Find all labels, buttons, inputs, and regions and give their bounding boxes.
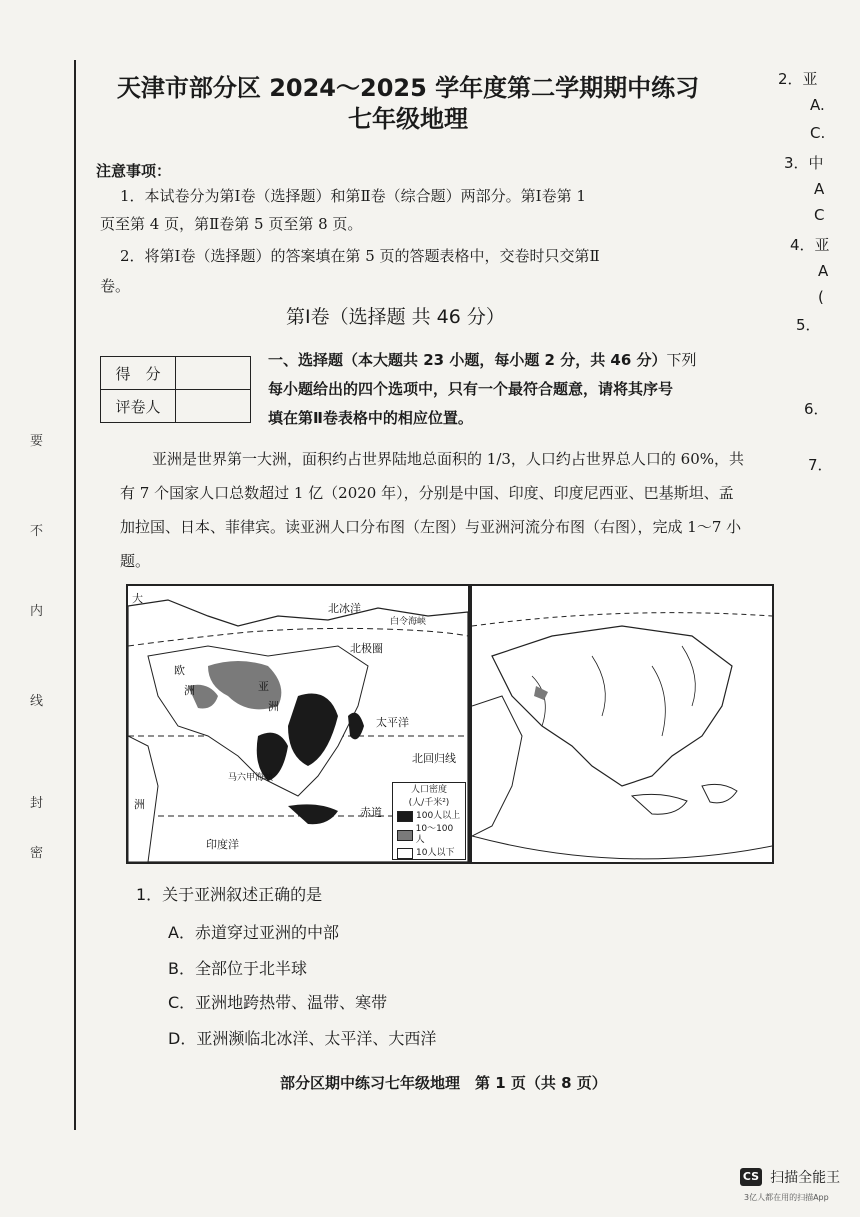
side-question: 7．: [808, 456, 833, 474]
side-question: 4．亚: [790, 236, 830, 254]
map-label: 印度洋: [206, 838, 239, 851]
legend-swatch: [397, 848, 413, 859]
map-label: 北极圈: [350, 642, 383, 655]
binding-char: 不: [30, 524, 44, 539]
map-label: 亚: [258, 680, 269, 693]
notes-heading: 注意事项：: [96, 162, 172, 180]
side-option: C.: [810, 124, 826, 142]
map-label: 洲: [268, 700, 279, 713]
note-item-2b: 卷。: [100, 277, 131, 295]
question-1-option-a[interactable]: A．赤道穿过亚洲的中部: [168, 923, 339, 942]
scanner-watermark: [740, 1166, 840, 1187]
side-option: C: [814, 206, 825, 224]
map-label: 大: [132, 592, 143, 605]
exam-subtitle: 七年级地理: [348, 105, 468, 133]
score-cell: [176, 357, 251, 390]
page-footer: 部分区期中练习七年级地理 第 1 页（共 8 页）: [280, 1074, 607, 1092]
map-label: 洲: [184, 684, 195, 697]
question-1-option-b[interactable]: B．全部位于北半球: [168, 959, 307, 978]
section-title: 第Ⅰ卷（选择题 共 46 分）: [286, 306, 505, 328]
river-map: [470, 584, 774, 864]
legend-swatch: [397, 830, 413, 841]
exam-title: 天津市部分区 2024～2025 学年度第二学期期中练习: [116, 74, 700, 102]
map-label: 北冰洋: [328, 602, 361, 615]
section-heading: 一、选择题（本大题共 23 小题，每小题 2 分，共 46 分）: [268, 351, 667, 369]
map-label: 太平洋: [376, 716, 409, 729]
side-option: (: [818, 288, 824, 306]
scanner-tagline: 3亿人都在用的扫描App: [744, 1193, 829, 1202]
note-item-2a: 2．将第Ⅰ卷（选择题）的答案填在第 5 页的答题表格中，交卷时只交第Ⅱ: [120, 247, 600, 265]
binding-line: [74, 60, 76, 1130]
score-table: [100, 356, 251, 423]
legend-unit: (人/千米²): [408, 798, 450, 808]
legend-item-high: [397, 811, 461, 822]
side-option: A.: [810, 96, 825, 114]
grader-cell: [176, 390, 251, 423]
binding-char: 要: [30, 434, 44, 449]
question-1-stem: 1．关于亚洲叙述正确的是: [136, 885, 323, 904]
map-label: 赤道: [360, 806, 382, 819]
side-question: 6．: [804, 400, 829, 418]
legend-title: 人口密度: [410, 785, 447, 795]
note-item-1a: 1．本试卷分为第Ⅰ卷（选择题）和第Ⅱ卷（综合题）两部分。第Ⅰ卷第 1: [120, 187, 586, 205]
side-question: 3．中: [784, 154, 824, 172]
map-label: 北回归线: [412, 752, 456, 765]
instruction-text: 填在第Ⅱ卷表格中的相应位置。: [268, 409, 473, 427]
map-legend: [392, 782, 466, 860]
question-1-option-d[interactable]: D．亚洲濒临北冰洋、太平洋、大西洋: [168, 1029, 437, 1048]
map-label: 洲: [134, 798, 145, 811]
legend-swatch: [397, 811, 413, 822]
map-label: 马六甲海峡: [228, 773, 274, 783]
score-label: 得 分: [101, 357, 176, 390]
map-label: 欧: [174, 664, 185, 677]
scanner-logo: CS: [740, 1168, 762, 1186]
side-option: A: [814, 180, 825, 198]
population-map: [126, 584, 470, 864]
instruction-text: 每小题给出的四个选项中，只有一个最符合题意，请将其序号: [268, 380, 674, 398]
question-1-option-c[interactable]: C．亚洲地跨热带、温带、寒带: [168, 993, 388, 1012]
section-instructions: [268, 346, 748, 433]
legend-item-mid: [397, 824, 461, 846]
legend-label: 100人以上: [416, 811, 461, 821]
instruction-text: 下列: [666, 351, 697, 369]
river-map-drawing: [472, 586, 772, 862]
legend-label: 10～100人: [415, 824, 454, 845]
binding-char: 封: [30, 796, 44, 811]
legend-item-low: [397, 848, 461, 859]
reading-passage: 亚洲是世界第一大洲，面积约占世界陆地总面积的 1/3，人口约占世界总人口的 60%，共有 7 个国家人口总数超过 1 亿（2020 年），分别是中国、印度、印度尼西亚、巴基斯坦、孟加拉国、日本、菲律宾。读亚洲人口分布图（左图）与亚洲河流分布图（右图），完成 1～7 小题。: [120, 450, 745, 570]
side-option: A: [818, 262, 829, 280]
side-question: 2．亚: [778, 70, 818, 88]
grader-label: 评卷人: [101, 390, 176, 423]
scanner-name: 扫描全能王: [770, 1169, 841, 1186]
binding-char: 内: [30, 604, 44, 619]
binding-char: 密: [30, 846, 44, 861]
side-question: 5．: [796, 316, 821, 334]
note-item-1b: 页至第 4 页，第Ⅱ卷第 5 页至第 8 页。: [100, 215, 363, 233]
binding-char: 线: [30, 694, 44, 709]
map-label: 白令海峡: [390, 617, 427, 627]
legend-label: 10人以下: [416, 848, 455, 858]
